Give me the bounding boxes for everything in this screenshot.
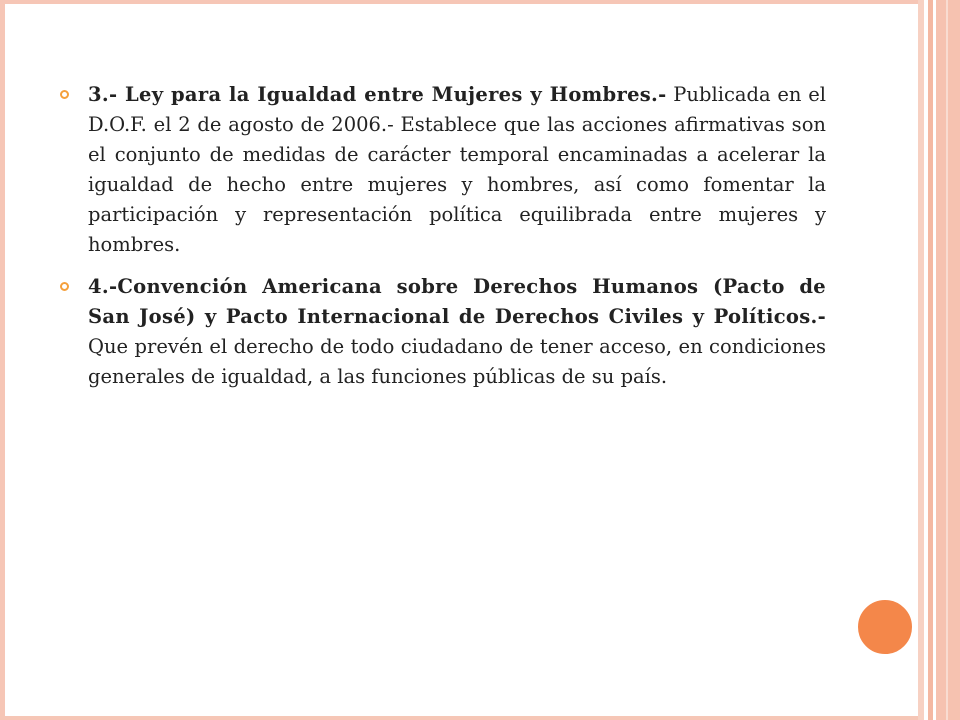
right-stripe xyxy=(936,0,960,720)
item-title: 3.- Ley para la Igualdad entre Mujeres y Hombres.- xyxy=(88,83,667,106)
bullet-icon xyxy=(60,90,69,99)
item-body: Publicada en el D.O.F. el 2 de agosto de 2006.- Establece que las acciones afirmativas son el conjunto de medidas de carácter temporal encaminadas a acelerar la igualdad de hecho entre mujeres y hombres, así como fomentar la participación y representación política equilibrada entre mujeres y hombres. xyxy=(88,83,826,256)
decorative-circle xyxy=(856,598,914,656)
item-title: 4.-Convención Americana sobre Derechos Humanos (Pacto de San José) y Pacto Internacional de Derechos Civiles y Políticos.- xyxy=(88,275,826,328)
bullet-icon xyxy=(60,282,69,291)
right-stripe xyxy=(946,0,948,720)
list-item xyxy=(60,80,826,260)
left-border xyxy=(0,0,5,720)
item-body: Que prevén el derecho de todo ciudadano de tener acceso, en condiciones generales de igualdad, a las funciones públicas de su país. xyxy=(88,335,826,388)
list-item xyxy=(60,272,826,392)
bottom-border xyxy=(0,716,920,720)
bullet-list xyxy=(60,80,826,404)
top-border xyxy=(0,0,920,4)
